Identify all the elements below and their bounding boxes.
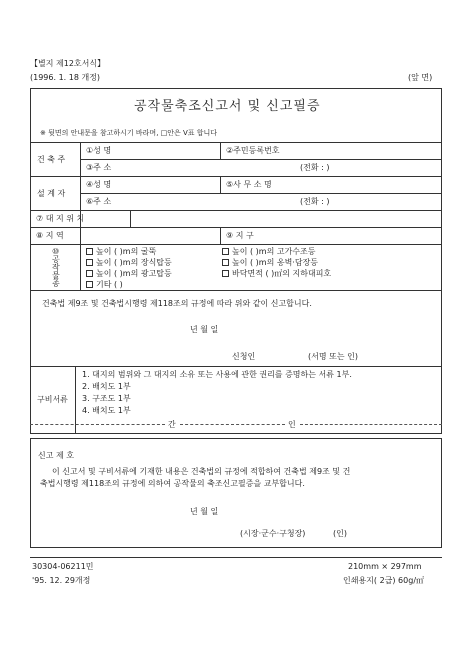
structure-option-other[interactable]: 기타 ( ) (86, 281, 123, 289)
structure-option-chimney[interactable]: 높이 ( )m의 굴뚝 (86, 248, 156, 256)
checkbox-icon (86, 259, 93, 266)
certificate-seal: (인) (333, 529, 347, 538)
page-side: (앞 면) (408, 73, 433, 82)
structure-option-retaining-wall[interactable]: 높이 ( )m의 옹벽·담장등 (222, 259, 318, 267)
checkbox-icon (86, 281, 93, 288)
cut-mark-left: 간 (168, 420, 176, 429)
cut-line-right (300, 424, 442, 425)
designer-office-label: ⑤사 무 소 명 (226, 180, 272, 189)
cut-mark-right: 인 (288, 420, 296, 429)
documents-label: 구비서류 (37, 395, 68, 404)
checkbox-icon (222, 259, 229, 266)
structure-option-shelter[interactable]: 바닥면적 ( )㎡의 지하대피호 (222, 270, 331, 278)
structure-option-water-tank[interactable]: 높이 ( )m의 고가수조등 (222, 248, 316, 256)
structure-option-billboard[interactable]: 높이 ( )m의 광고탑등 (86, 270, 172, 278)
footer-paper-size: 210mm × 297mm (348, 562, 422, 571)
designer-label: 설 계 자 (37, 189, 66, 198)
owner-phone-label: (전화 : ) (300, 163, 330, 172)
footer-paper-grade: 인쇄용지( 2급) 60g/㎡ (343, 576, 425, 585)
applicant-label: 신청인 (232, 352, 256, 361)
certificate-box (30, 438, 442, 548)
document-item: 1. 대지의 범위와 그 대지의 소유 또는 사용에 관한 권리를 증명하는 서류 1부. (82, 370, 352, 379)
owner-address-label: ③주 소 (86, 163, 112, 172)
area-label: ⑧ 지 역 (36, 231, 64, 240)
certificate-date: 년 월 일 (190, 507, 219, 516)
designer-address-label: ⑥주 소 (86, 197, 112, 206)
declaration-text: 건축법 제9조 및 건축법시행령 제118조의 규정에 따라 위와 같이 신고합니다. (42, 299, 312, 308)
certificate-text-line2: 축법시행령 제118조의 규정에 의하여 공작물의 축조신고필증을 교부합니다. (40, 479, 305, 488)
owner-id-label: ②주민등록번호 (226, 146, 280, 155)
site-location-label: ⑦ 대 지 위 치 (36, 214, 85, 223)
form-title: 공작물축조신고서 및 신고필증 (134, 99, 321, 114)
checkbox-icon (222, 270, 229, 277)
owner-name-label: ①성 명 (86, 146, 112, 155)
revision-date: (1996. 1. 18 개정) (30, 73, 101, 82)
checkbox-icon (222, 248, 229, 255)
cut-line-middle (180, 424, 285, 425)
district-label: ⑨ 지 구 (226, 231, 254, 240)
cut-line-left (30, 424, 165, 425)
application-date: 년 월 일 (190, 325, 219, 334)
applicant-signature: (서명 또는 인) (308, 352, 358, 361)
owner-label: 건 축 주 (37, 155, 66, 164)
form-notice: ※ 뒷면의 안내문을 참고하시기 바라며, □안은 V표 합니다 (40, 129, 218, 137)
certificate-text-line1: 이 신고서 및 구비서류에 기재한 내용은 건축법의 규정에 적합하여 건축법 제9조 및 건 (52, 467, 351, 476)
structure-option-decorative-tower[interactable]: 높이 ( )m의 장식탑등 (86, 259, 172, 267)
document-item: 4. 배치도 1부 (82, 406, 131, 415)
footer-revised: '95. 12. 29개정 (32, 576, 91, 585)
checkbox-icon (86, 248, 93, 255)
certificate-number: 신고 제 호 (38, 451, 74, 460)
checkbox-icon (86, 270, 93, 277)
certificate-issuer: (시장·군수·구청장) (240, 529, 306, 538)
document-item: 3. 구조도 1부 (82, 394, 131, 403)
designer-name-label: ④성 명 (86, 180, 112, 189)
footer-form-code: 30304-06211민 (32, 562, 94, 571)
form-number: 【별지 제12호서식】 (30, 59, 106, 68)
document-item: 2. 배치도 1부 (82, 382, 131, 391)
designer-phone-label: (전화 : ) (300, 197, 330, 206)
